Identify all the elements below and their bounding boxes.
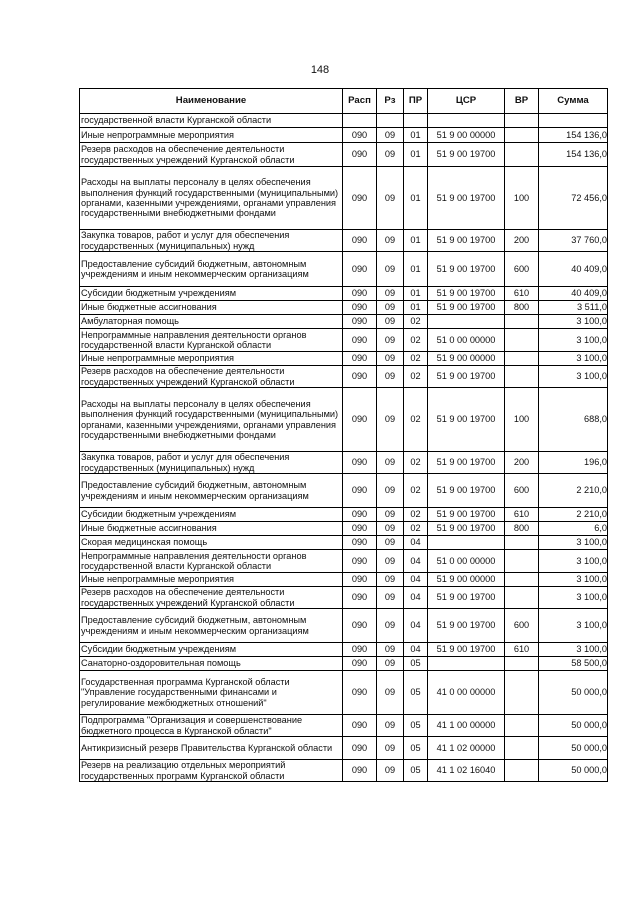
cell-name: Иные бюджетные ассигнования xyxy=(80,522,343,536)
cell-rz: 09 xyxy=(377,329,404,352)
cell-sum: 50 000,0 xyxy=(539,760,608,782)
cell-sum: 3 100,0 xyxy=(539,315,608,329)
cell-sum: 3 100,0 xyxy=(539,550,608,573)
cell-name: Подпрограмма "Организация и совершенствование бюджетного процесса в Курганской области" xyxy=(80,715,343,737)
cell-csr: 51 9 00 00000 xyxy=(428,573,505,587)
cell-rasp: 090 xyxy=(343,609,377,643)
cell-name: Резерв расходов на обеспечение деятельности государственных учреждений Курганской области xyxy=(80,587,343,609)
table-row xyxy=(80,287,608,301)
cell-vr xyxy=(505,114,539,128)
cell-vr xyxy=(505,715,539,737)
cell-vr xyxy=(505,315,539,329)
cell-pr: 02 xyxy=(404,474,428,508)
cell-rz: 09 xyxy=(377,128,404,143)
cell-rasp: 090 xyxy=(343,143,377,167)
cell-name: Резерв расходов на обеспечение деятельности государственных учреждений Курганской области xyxy=(80,143,343,167)
cell-rasp: 090 xyxy=(343,352,377,366)
table-row xyxy=(80,474,608,508)
table-row xyxy=(80,508,608,522)
cell-pr: 02 xyxy=(404,315,428,329)
table-row xyxy=(80,737,608,760)
cell-pr: 05 xyxy=(404,657,428,671)
cell-rasp: 090 xyxy=(343,287,377,301)
cell-sum: 3 511,0 xyxy=(539,301,608,315)
table-row xyxy=(80,252,608,287)
cell-vr: 600 xyxy=(505,252,539,287)
cell-pr: 01 xyxy=(404,143,428,167)
cell-rasp: 090 xyxy=(343,737,377,760)
cell-pr: 04 xyxy=(404,536,428,550)
cell-rz: 09 xyxy=(377,609,404,643)
cell-rz: 09 xyxy=(377,550,404,573)
table-row xyxy=(80,143,608,167)
header-rz: Рз xyxy=(377,89,404,114)
cell-name: Расходы на выплаты персоналу в целях обеспечения выполнения функций государственными (муниципальными) органами, казенными учреждениями, органами управления государственными внебюджетными фондами xyxy=(80,388,343,452)
cell-sum: 196,0 xyxy=(539,452,608,474)
cell-sum: 154 136,0 xyxy=(539,128,608,143)
cell-csr xyxy=(428,315,505,329)
cell-rz: 09 xyxy=(377,573,404,587)
cell-rz: 09 xyxy=(377,715,404,737)
cell-name: Предоставление субсидий бюджетным, автономным учреждениям и иным некоммерческим организациям xyxy=(80,252,343,287)
cell-csr: 51 9 00 19700 xyxy=(428,474,505,508)
cell-rasp: 090 xyxy=(343,550,377,573)
cell-sum: 50 000,0 xyxy=(539,671,608,715)
cell-rz: 09 xyxy=(377,536,404,550)
cell-rasp: 090 xyxy=(343,760,377,782)
cell-rasp: 090 xyxy=(343,167,377,230)
cell-vr: 800 xyxy=(505,522,539,536)
cell-rasp: 090 xyxy=(343,573,377,587)
table-row xyxy=(80,329,608,352)
table-row xyxy=(80,452,608,474)
cell-vr xyxy=(505,760,539,782)
cell-rz xyxy=(377,114,404,128)
table-row xyxy=(80,671,608,715)
cell-name: Резерв на реализацию отдельных мероприятий государственных программ Курганской области xyxy=(80,760,343,782)
cell-sum: 58 500,0 xyxy=(539,657,608,671)
table-row xyxy=(80,114,608,128)
cell-rz: 09 xyxy=(377,287,404,301)
cell-csr: 51 9 00 19700 xyxy=(428,143,505,167)
cell-pr: 04 xyxy=(404,573,428,587)
cell-vr xyxy=(505,573,539,587)
table-header-row xyxy=(80,89,608,114)
cell-vr xyxy=(505,587,539,609)
cell-pr: 01 xyxy=(404,252,428,287)
cell-rasp: 090 xyxy=(343,388,377,452)
cell-rasp: 090 xyxy=(343,252,377,287)
header-rasp: Расп xyxy=(343,89,377,114)
cell-vr xyxy=(505,143,539,167)
cell-csr: 51 9 00 19700 xyxy=(428,587,505,609)
cell-name: Закупка товаров, работ и услуг для обеспечения государственных (муниципальных) нужд xyxy=(80,230,343,252)
cell-pr: 01 xyxy=(404,230,428,252)
cell-rz: 09 xyxy=(377,167,404,230)
cell-vr xyxy=(505,657,539,671)
cell-csr: 41 1 02 00000 xyxy=(428,737,505,760)
table-row xyxy=(80,522,608,536)
cell-name: Иные непрограммные мероприятия xyxy=(80,128,343,143)
cell-csr: 51 9 00 19700 xyxy=(428,452,505,474)
cell-vr: 610 xyxy=(505,643,539,657)
cell-sum: 2 210,0 xyxy=(539,508,608,522)
cell-sum: 40 409,0 xyxy=(539,252,608,287)
cell-vr: 200 xyxy=(505,230,539,252)
cell-name: Предоставление субсидий бюджетным, автономным учреждениям и иным некоммерческим организациям xyxy=(80,609,343,643)
cell-name: Санаторно-оздоровительная помощь xyxy=(80,657,343,671)
cell-vr: 610 xyxy=(505,508,539,522)
cell-name: Непрограммные направления деятельности органов государственной власти Курганской области xyxy=(80,329,343,352)
cell-sum: 154 136,0 xyxy=(539,143,608,167)
cell-pr: 04 xyxy=(404,609,428,643)
cell-name: Антикризисный резерв Правительства Курганской области xyxy=(80,737,343,760)
table-row xyxy=(80,301,608,315)
cell-csr: 51 9 00 19700 xyxy=(428,609,505,643)
cell-rz: 09 xyxy=(377,366,404,388)
table-row xyxy=(80,536,608,550)
cell-name: Субсидии бюджетным учреждениям xyxy=(80,508,343,522)
cell-pr xyxy=(404,114,428,128)
cell-sum: 3 100,0 xyxy=(539,573,608,587)
cell-vr: 200 xyxy=(505,452,539,474)
table-row xyxy=(80,643,608,657)
cell-vr xyxy=(505,550,539,573)
cell-sum: 3 100,0 xyxy=(539,352,608,366)
cell-pr: 02 xyxy=(404,388,428,452)
cell-sum: 688,0 xyxy=(539,388,608,452)
cell-rz: 09 xyxy=(377,352,404,366)
cell-rasp: 090 xyxy=(343,452,377,474)
cell-rz: 09 xyxy=(377,508,404,522)
header-csr: ЦСР xyxy=(428,89,505,114)
cell-pr: 02 xyxy=(404,522,428,536)
cell-pr: 01 xyxy=(404,287,428,301)
cell-name: Субсидии бюджетным учреждениям xyxy=(80,287,343,301)
cell-rz: 09 xyxy=(377,301,404,315)
cell-sum: 2 210,0 xyxy=(539,474,608,508)
cell-name: Расходы на выплаты персоналу в целях обеспечения выполнения функций государственными (муниципальными) органами, казенными учреждениями, органами управления государственными внебюджетными фондами xyxy=(80,167,343,230)
cell-csr: 51 9 00 19700 xyxy=(428,366,505,388)
cell-rasp: 090 xyxy=(343,643,377,657)
cell-rz: 09 xyxy=(377,474,404,508)
header-pr: ПР xyxy=(404,89,428,114)
cell-sum xyxy=(539,114,608,128)
cell-sum: 6,0 xyxy=(539,522,608,536)
cell-pr: 02 xyxy=(404,352,428,366)
cell-name: Непрограммные направления деятельности органов государственной власти Курганской области xyxy=(80,550,343,573)
cell-vr xyxy=(505,536,539,550)
cell-csr xyxy=(428,114,505,128)
cell-name: Закупка товаров, работ и услуг для обеспечения государственных (муниципальных) нужд xyxy=(80,452,343,474)
cell-pr: 05 xyxy=(404,760,428,782)
cell-rasp: 090 xyxy=(343,230,377,252)
cell-name: Амбулаторная помощь xyxy=(80,315,343,329)
cell-pr: 02 xyxy=(404,366,428,388)
cell-rz: 09 xyxy=(377,522,404,536)
cell-csr: 51 9 00 00000 xyxy=(428,128,505,143)
cell-sum: 3 100,0 xyxy=(539,587,608,609)
cell-csr: 51 9 00 19700 xyxy=(428,167,505,230)
cell-vr xyxy=(505,128,539,143)
table-row xyxy=(80,657,608,671)
cell-name: государственной власти Курганской области xyxy=(80,114,343,128)
cell-sum: 40 409,0 xyxy=(539,287,608,301)
cell-name: Государственная программа Курганской области "Управление государственными финансами и регулирование межбюджетных отношений" xyxy=(80,671,343,715)
cell-rasp xyxy=(343,114,377,128)
cell-csr xyxy=(428,536,505,550)
cell-pr: 05 xyxy=(404,737,428,760)
cell-sum: 37 760,0 xyxy=(539,230,608,252)
cell-vr: 600 xyxy=(505,474,539,508)
cell-csr: 51 9 00 19700 xyxy=(428,643,505,657)
cell-vr: 100 xyxy=(505,167,539,230)
cell-rasp: 090 xyxy=(343,536,377,550)
cell-pr: 04 xyxy=(404,550,428,573)
cell-rz: 09 xyxy=(377,587,404,609)
cell-csr: 51 9 00 19700 xyxy=(428,301,505,315)
cell-rz: 09 xyxy=(377,737,404,760)
cell-rz: 09 xyxy=(377,388,404,452)
cell-rz: 09 xyxy=(377,230,404,252)
table-row xyxy=(80,167,608,230)
table-row xyxy=(80,550,608,573)
cell-pr: 01 xyxy=(404,301,428,315)
cell-pr: 01 xyxy=(404,167,428,230)
budget-table xyxy=(79,88,608,782)
table-row xyxy=(80,366,608,388)
cell-vr xyxy=(505,737,539,760)
cell-rz: 09 xyxy=(377,252,404,287)
cell-csr: 51 0 00 00000 xyxy=(428,329,505,352)
cell-rz: 09 xyxy=(377,671,404,715)
cell-pr: 01 xyxy=(404,128,428,143)
cell-pr: 02 xyxy=(404,329,428,352)
cell-rasp: 090 xyxy=(343,474,377,508)
cell-pr: 04 xyxy=(404,643,428,657)
cell-name: Резерв расходов на обеспечение деятельности государственных учреждений Курганской области xyxy=(80,366,343,388)
cell-sum: 50 000,0 xyxy=(539,737,608,760)
table-row xyxy=(80,587,608,609)
cell-sum: 3 100,0 xyxy=(539,329,608,352)
cell-sum: 50 000,0 xyxy=(539,715,608,737)
table-row xyxy=(80,352,608,366)
cell-rasp: 090 xyxy=(343,671,377,715)
cell-vr: 100 xyxy=(505,388,539,452)
cell-rasp: 090 xyxy=(343,657,377,671)
cell-pr: 02 xyxy=(404,508,428,522)
cell-csr: 51 9 00 19700 xyxy=(428,508,505,522)
cell-csr: 41 0 00 00000 xyxy=(428,671,505,715)
cell-name: Иные непрограммные мероприятия xyxy=(80,573,343,587)
cell-rz: 09 xyxy=(377,315,404,329)
cell-sum: 3 100,0 xyxy=(539,609,608,643)
cell-csr: 51 9 00 00000 xyxy=(428,352,505,366)
cell-csr: 51 9 00 19700 xyxy=(428,252,505,287)
cell-rz: 09 xyxy=(377,760,404,782)
cell-pr: 05 xyxy=(404,715,428,737)
cell-sum: 3 100,0 xyxy=(539,366,608,388)
cell-csr: 51 9 00 19700 xyxy=(428,388,505,452)
cell-rz: 09 xyxy=(377,452,404,474)
cell-csr: 51 9 00 19700 xyxy=(428,522,505,536)
header-sum: Сумма xyxy=(539,89,608,114)
cell-rz: 09 xyxy=(377,657,404,671)
cell-rasp: 090 xyxy=(343,366,377,388)
table-row xyxy=(80,573,608,587)
cell-csr: 41 1 00 00000 xyxy=(428,715,505,737)
table-row xyxy=(80,128,608,143)
table-row xyxy=(80,230,608,252)
cell-vr xyxy=(505,366,539,388)
cell-vr: 800 xyxy=(505,301,539,315)
cell-rasp: 090 xyxy=(343,508,377,522)
cell-vr: 600 xyxy=(505,609,539,643)
header-vr: ВР xyxy=(505,89,539,114)
cell-rz: 09 xyxy=(377,143,404,167)
cell-name: Иные непрограммные мероприятия xyxy=(80,352,343,366)
cell-pr: 04 xyxy=(404,587,428,609)
cell-name: Субсидии бюджетным учреждениям xyxy=(80,643,343,657)
cell-vr xyxy=(505,329,539,352)
cell-sum: 72 456,0 xyxy=(539,167,608,230)
cell-name: Иные бюджетные ассигнования xyxy=(80,301,343,315)
table-row xyxy=(80,760,608,782)
table-row xyxy=(80,388,608,452)
cell-csr: 51 0 00 00000 xyxy=(428,550,505,573)
table-row xyxy=(80,715,608,737)
cell-sum: 3 100,0 xyxy=(539,643,608,657)
cell-rasp: 090 xyxy=(343,715,377,737)
cell-name: Предоставление субсидий бюджетным, автономным учреждениям и иным некоммерческим организациям xyxy=(80,474,343,508)
cell-vr xyxy=(505,671,539,715)
cell-rasp: 090 xyxy=(343,128,377,143)
table-row xyxy=(80,609,608,643)
cell-rasp: 090 xyxy=(343,522,377,536)
cell-vr: 610 xyxy=(505,287,539,301)
cell-sum: 3 100,0 xyxy=(539,536,608,550)
cell-rasp: 090 xyxy=(343,315,377,329)
cell-pr: 02 xyxy=(404,452,428,474)
header-name: Наименование xyxy=(80,89,343,114)
cell-rasp: 090 xyxy=(343,329,377,352)
cell-name: Скорая медицинская помощь xyxy=(80,536,343,550)
page-number: 148 xyxy=(310,64,330,76)
cell-rasp: 090 xyxy=(343,301,377,315)
cell-vr xyxy=(505,352,539,366)
cell-csr: 51 9 00 19700 xyxy=(428,287,505,301)
cell-pr: 05 xyxy=(404,671,428,715)
cell-csr xyxy=(428,657,505,671)
cell-csr: 41 1 02 16040 xyxy=(428,760,505,782)
cell-rz: 09 xyxy=(377,643,404,657)
cell-csr: 51 9 00 19700 xyxy=(428,230,505,252)
table-row xyxy=(80,315,608,329)
cell-rasp: 090 xyxy=(343,587,377,609)
